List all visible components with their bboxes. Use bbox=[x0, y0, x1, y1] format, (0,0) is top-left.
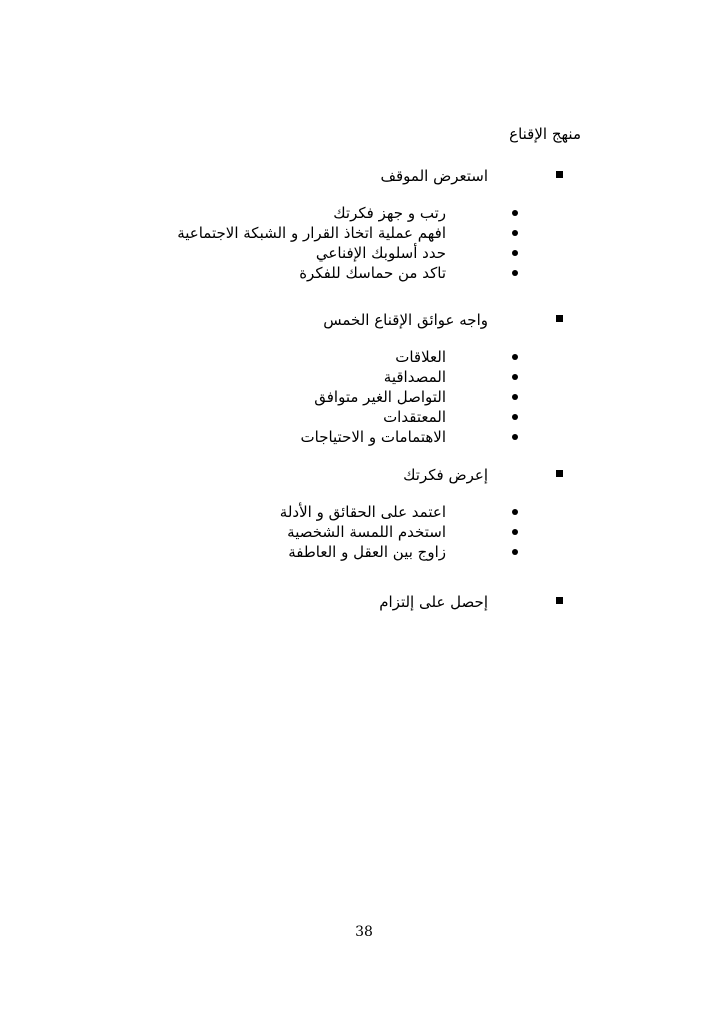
list-item-text: التواصل الغير متوافق bbox=[314, 388, 446, 406]
list-item-text: تاكد من حماسك للفكرة bbox=[299, 264, 446, 282]
bullet-icon bbox=[512, 210, 518, 216]
section-heading-row bbox=[0, 165, 728, 187]
section-1 bbox=[0, 165, 728, 283]
list-item bbox=[0, 427, 728, 447]
bullet-icon bbox=[512, 230, 518, 236]
list-item bbox=[0, 387, 728, 407]
bullet-icon bbox=[512, 414, 518, 420]
list-item bbox=[0, 347, 728, 367]
bullet-list bbox=[0, 502, 728, 562]
bullet-list bbox=[0, 203, 728, 283]
list-item-text: اعتمد على الحقائق و الأدلة bbox=[279, 503, 446, 521]
list-item-text: رتب و جهز فكرتك bbox=[333, 204, 446, 222]
bullet-icon bbox=[512, 394, 518, 400]
page-number: 38 bbox=[355, 924, 373, 940]
document-title: منهج الإقناع bbox=[509, 125, 581, 143]
list-item-text: استخدم اللمسة الشخصية bbox=[287, 523, 446, 541]
section-heading: واجه عوائق الإقناع الخمس bbox=[323, 311, 488, 329]
bullet-icon bbox=[512, 250, 518, 256]
list-item bbox=[0, 263, 728, 283]
section-heading: إعرض فكرتك bbox=[403, 466, 488, 484]
list-item-text: المصداقية bbox=[383, 368, 446, 386]
section-heading-row bbox=[0, 309, 728, 331]
section-4 bbox=[0, 591, 728, 613]
list-item bbox=[0, 243, 728, 263]
list-item-text: افهم عملية اتخاذ القرار و الشبكة الاجتماعية bbox=[177, 224, 446, 242]
section-3 bbox=[0, 464, 728, 562]
bullet-icon bbox=[512, 549, 518, 555]
list-item bbox=[0, 223, 728, 243]
list-item bbox=[0, 542, 728, 562]
square-bullet-icon bbox=[556, 597, 563, 604]
square-bullet-icon bbox=[556, 470, 563, 477]
list-item-text: الاهتمامات و الاحتياجات bbox=[300, 428, 446, 446]
list-item bbox=[0, 407, 728, 427]
bullet-icon bbox=[512, 270, 518, 276]
section-heading: إحصل على إلتزام bbox=[379, 593, 488, 611]
square-bullet-icon bbox=[556, 315, 563, 322]
section-2 bbox=[0, 309, 728, 447]
list-item bbox=[0, 203, 728, 223]
list-item bbox=[0, 367, 728, 387]
bullet-icon bbox=[512, 434, 518, 440]
list-item-text: المعتقدات bbox=[383, 408, 446, 426]
list-item bbox=[0, 522, 728, 542]
bullet-list bbox=[0, 347, 728, 447]
square-bullet-icon bbox=[556, 171, 563, 178]
section-heading: استعرض الموقف bbox=[380, 167, 488, 185]
bullet-icon bbox=[512, 374, 518, 380]
list-item-text: زاوج بين العقل و العاطفة bbox=[288, 543, 446, 561]
list-item bbox=[0, 502, 728, 522]
bullet-icon bbox=[512, 529, 518, 535]
section-heading-row bbox=[0, 591, 728, 613]
bullet-icon bbox=[512, 354, 518, 360]
list-item-text: العلاقات bbox=[395, 348, 446, 366]
list-item-text: حدد أسلوبك الإفناعي bbox=[315, 244, 446, 262]
bullet-icon bbox=[512, 509, 518, 515]
section-heading-row bbox=[0, 464, 728, 486]
